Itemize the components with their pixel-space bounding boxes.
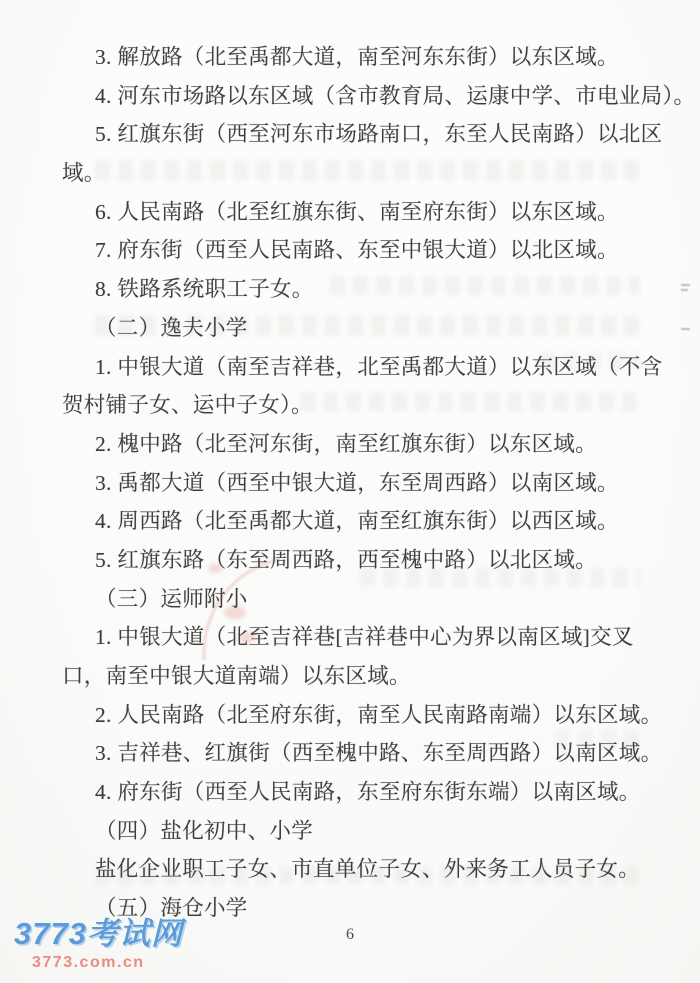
text-line: 1. 中银大道（南至吉祥巷，北至禹都大道）以东区域（不含 [95, 354, 663, 379]
text-line: 5. 红旗东路（东至周西路，西至槐中路）以北区域。 [95, 547, 598, 572]
text-line: （四）盐化初中、小学 [95, 818, 314, 843]
text-line: （三）运师附小 [95, 586, 248, 611]
text-line: 3. 吉祥巷、红旗街（西至槐中路、东至周西路）以南区域。 [95, 741, 663, 766]
text-line: 5. 红旗东街（西至河东市场路南口，东至人民南路）以北区 [95, 122, 663, 147]
edge-mark [681, 289, 688, 291]
text-line: 2. 槐中路（北至河东街，南至红旗东街）以东区域。 [95, 431, 598, 456]
text-line: （二）逸夫小学 [95, 315, 248, 340]
text-line: 4. 周西路（北至禹都大道，南至红旗东街）以西区域。 [95, 509, 619, 534]
document-text-block [62, 38, 696, 928]
text-line: 6. 人民南路（北至红旗东街、南至府东街）以东区域。 [95, 199, 619, 224]
text-line: 3. 禹都大道（西至中银大道，东至周西路）以南区域。 [95, 470, 619, 495]
text-line: 域。 [62, 161, 106, 186]
text-line: 贺村铺子女、运中子女）。 [62, 393, 313, 418]
page-number: 6 [346, 926, 354, 943]
text-line: 3. 解放路（北至禹都大道，南至河东东街）以东区域。 [95, 45, 619, 69]
text-line: 口，南至中银大道南端）以东区域。 [62, 664, 411, 688]
text-line: （五）海仓小学 [95, 896, 248, 921]
text-line: 4. 府东街（西至人民南路，东至府东街东端）以南区域。 [95, 780, 641, 805]
text-line: 2. 人民南路（北至府东街，南至人民南路南端）以东区域。 [95, 702, 663, 727]
text-line: 4. 河东市场路以东区域（含市教育局、运康中学、市电业局）。 [95, 83, 696, 108]
text-line: 8. 铁路系统职工子女。 [95, 277, 314, 302]
text-line: 7. 府东街（西至人民南路、东至中银大道）以北区域。 [95, 238, 619, 263]
edge-mark [681, 284, 690, 286]
text-line: 1. 中银大道（北至吉祥巷[吉祥巷中心为界以南区域]交叉 [95, 625, 634, 650]
edge-mark [681, 328, 690, 330]
watermark-site-url: 3773.com.cn [32, 954, 145, 971]
text-line: 盐化企业职工子女、市直单位子女、外来务工人员子女。 [95, 857, 641, 882]
watermark-logo: 3773考试网 [14, 916, 183, 951]
